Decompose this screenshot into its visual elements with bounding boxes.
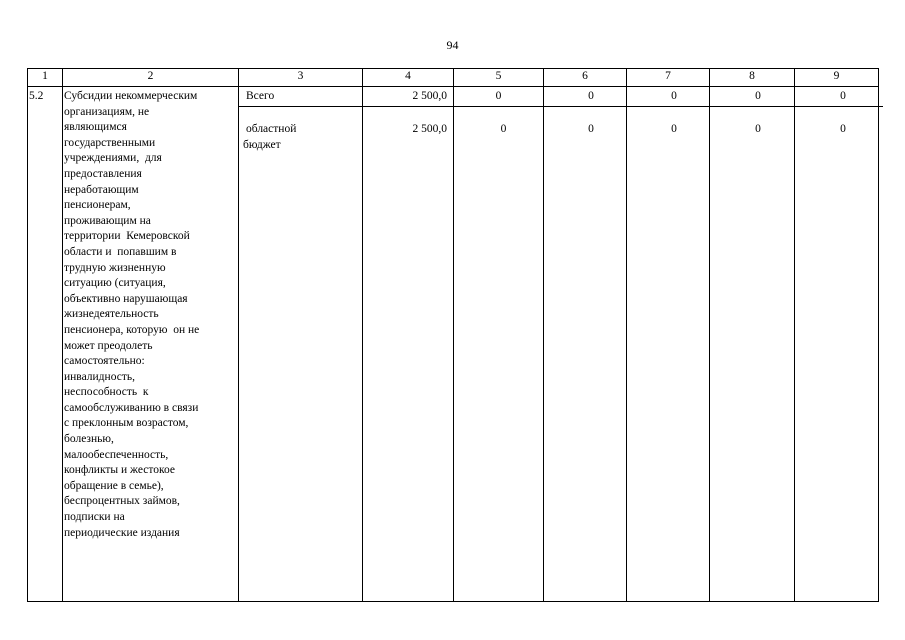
col-border-3 bbox=[362, 68, 363, 602]
value-cell: 0 bbox=[755, 123, 761, 135]
row-number: 5.2 bbox=[29, 90, 44, 102]
description-line: трудную жизненную bbox=[64, 261, 166, 274]
description-line: учреждениями, для bbox=[64, 152, 162, 165]
description-line: может преодолеть bbox=[64, 339, 153, 352]
col-border-2 bbox=[238, 68, 239, 602]
header-cell: 9 bbox=[833, 70, 840, 82]
source-total: Всего bbox=[246, 90, 275, 102]
value-cell: 0 bbox=[588, 123, 594, 135]
subrow-divider bbox=[238, 106, 883, 107]
description-line: ситуацию (ситуация, bbox=[64, 277, 166, 290]
header-cell: 3 bbox=[297, 70, 304, 82]
col-border-7 bbox=[709, 68, 710, 602]
col-border-6 bbox=[626, 68, 627, 602]
description-line: болезнью, bbox=[64, 433, 114, 446]
description-line: являющимся bbox=[64, 121, 127, 134]
value-cell: 0 bbox=[671, 123, 677, 135]
description-line: проживающим на bbox=[64, 214, 151, 227]
value-cell: 0 bbox=[500, 123, 507, 135]
row-description bbox=[64, 89, 199, 541]
description-line: конфликты и жестокое bbox=[64, 464, 175, 477]
description-line: Субсидии некоммерческим bbox=[64, 90, 198, 102]
description-line: самообслуживанию в связи bbox=[64, 401, 199, 414]
value-cell: 0 bbox=[840, 123, 846, 135]
description-line: пенсионера, которую он не bbox=[64, 323, 200, 336]
header-cell: 6 bbox=[582, 70, 588, 82]
value-cell: 0 bbox=[755, 90, 761, 102]
description-line: области и попавшим в bbox=[64, 245, 177, 258]
description-line: неспособность к bbox=[64, 386, 149, 399]
header-cell: 8 bbox=[749, 70, 755, 82]
description-line: пенсионерам, bbox=[64, 199, 131, 212]
description-line: жизнедеятельность bbox=[64, 308, 159, 321]
description-line: организациям, не bbox=[64, 105, 150, 118]
page-number: 94 bbox=[446, 38, 459, 52]
col-border-8 bbox=[794, 68, 795, 602]
col-border-0 bbox=[27, 68, 28, 602]
col-border-4 bbox=[453, 68, 454, 602]
value-cell: 0 bbox=[840, 90, 846, 102]
value-cell: 0 bbox=[495, 90, 502, 102]
source-regional-line1: областной bbox=[246, 123, 297, 135]
description-line: государственными bbox=[64, 136, 156, 149]
header-cell: 7 bbox=[665, 70, 671, 82]
col-border-5 bbox=[543, 68, 544, 602]
description-line: объективно нарушающая bbox=[64, 292, 188, 305]
header-cell: 1 bbox=[42, 70, 48, 82]
header-cell: 4 bbox=[405, 70, 411, 82]
description-line: территории Кемеровской bbox=[64, 230, 190, 243]
description-line: предоставления bbox=[64, 167, 142, 180]
value-cell: 0 bbox=[671, 90, 677, 102]
description-line: малообеспеченность, bbox=[64, 448, 169, 461]
description-line: беспроцентных займов, bbox=[64, 495, 180, 508]
header-cell: 5 bbox=[495, 70, 502, 82]
header-cell: 2 bbox=[147, 70, 154, 82]
description-line: инвалидность, bbox=[64, 370, 135, 383]
source-regional-line2: бюджет bbox=[243, 139, 281, 151]
description-line: самостоятельно: bbox=[64, 355, 145, 368]
description-line: периодические издания bbox=[64, 526, 180, 539]
col-border-1 bbox=[62, 68, 63, 602]
description-line: неработающим bbox=[64, 183, 139, 196]
description-line: обращение в семье), bbox=[64, 479, 164, 492]
description-line: с преклонным возрастом, bbox=[64, 417, 189, 430]
value-cell: 0 bbox=[588, 90, 594, 102]
description-line: подписки на bbox=[64, 511, 125, 524]
amount-total: 2 500,0 bbox=[412, 90, 447, 102]
col-border-9 bbox=[878, 68, 879, 602]
amount-regional: 2 500,0 bbox=[412, 123, 447, 135]
